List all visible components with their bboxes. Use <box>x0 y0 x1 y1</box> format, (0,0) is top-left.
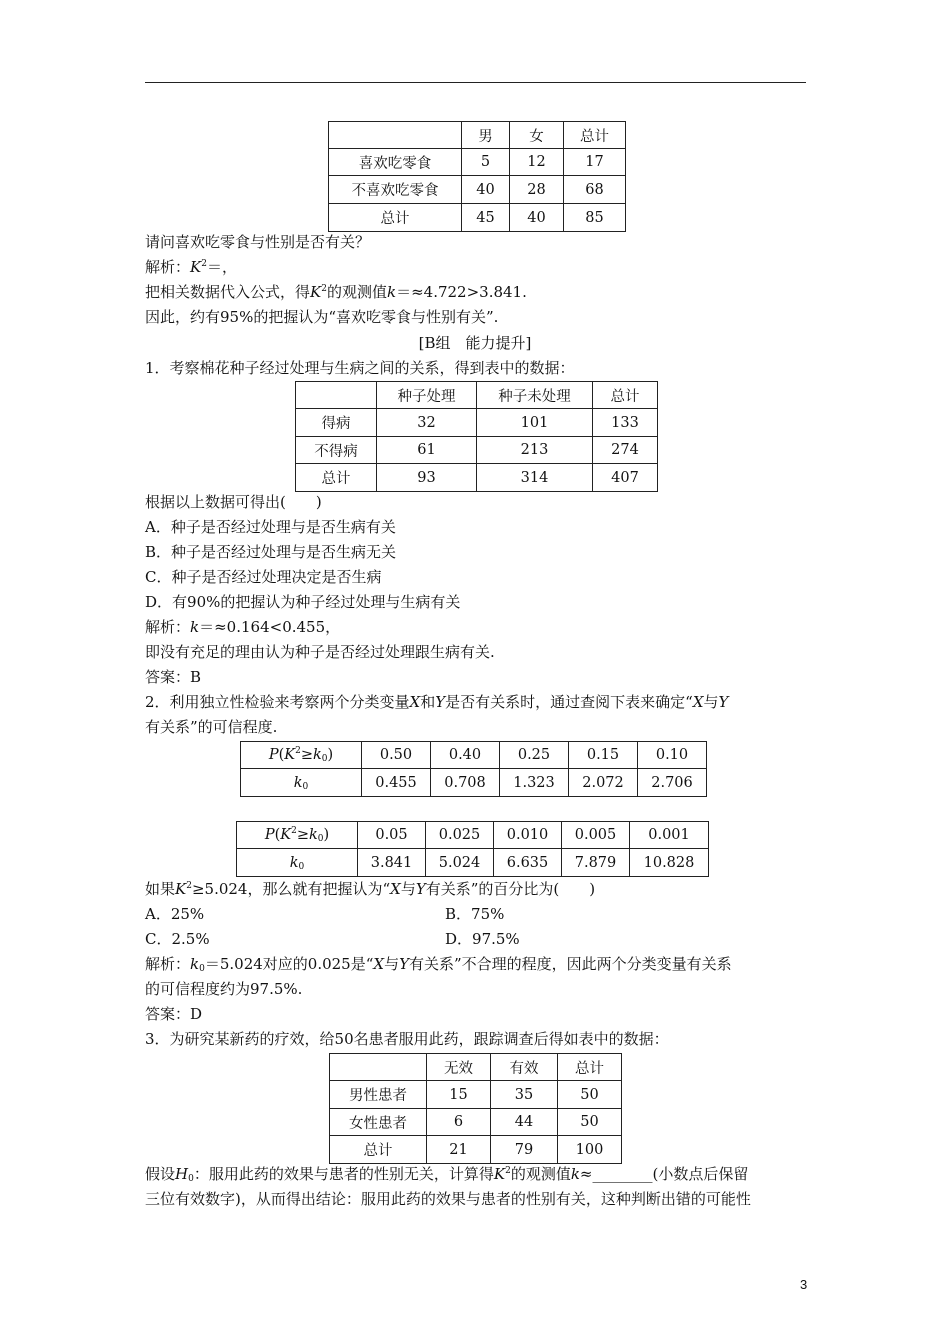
answer-line: 答案：D <box>145 1005 203 1023</box>
table-cell: 2.072 <box>569 769 638 797</box>
table-cell: 0.40 <box>431 742 500 769</box>
symbol-Y: Y <box>399 955 410 973</box>
critical-value-table-1 <box>240 741 707 797</box>
table-cell: 21 <box>427 1136 491 1164</box>
conclusion-line: 即没有充足的理由认为种子是否经过处理跟生病有关. <box>145 643 495 661</box>
symbol-K: K <box>310 283 322 301</box>
symbol-K: K <box>190 258 202 276</box>
table-cell: 35 <box>491 1081 558 1109</box>
symbol-P: P <box>268 747 279 763</box>
question-prompt: 根据以上数据可得出( ) <box>145 493 322 511</box>
table-cell: 0.708 <box>431 769 500 797</box>
table-cell: 总计 <box>296 464 377 492</box>
table-cell: 100 <box>558 1136 622 1164</box>
symbol-X: X <box>692 693 704 711</box>
superscript: 2 <box>291 826 297 836</box>
option-d: D．97.5% <box>445 930 520 948</box>
table-cell: 7.879 <box>562 849 630 877</box>
text-span: 的观测值 <box>326 283 387 301</box>
hypothesis-line-continued: 三位有效数字)，从而得出结论：服用此药的效果与患者的性别有关，这种判断出错的可能性 <box>145 1190 751 1208</box>
analysis-line <box>145 617 340 637</box>
table-cell: 总计 <box>330 1136 427 1164</box>
symbol-k: k <box>570 1165 580 1183</box>
header-cell: 女 <box>510 122 564 149</box>
table-header-row <box>329 122 626 149</box>
analysis-label: 解析： <box>145 258 191 276</box>
header-cell: 男 <box>462 122 510 149</box>
page-number: 3 <box>800 1277 808 1292</box>
table-cell: 0.10 <box>638 742 707 769</box>
symbol-k: k <box>308 827 318 843</box>
option-c: C．种子是否经过处理决定是否生病 <box>145 568 382 586</box>
table-cell: 61 <box>377 437 477 464</box>
header-cell <box>329 122 462 149</box>
text-span: 把相关数据代入公式，得 <box>145 283 311 301</box>
subscript: 0 <box>317 834 324 844</box>
text-span: 与 <box>703 693 719 711</box>
table-header-row <box>330 1054 622 1081</box>
table-row <box>330 1136 622 1164</box>
question-text: 请问喜欢吃零食与性别是否有关？ <box>145 233 371 251</box>
option-a: A．25% <box>145 905 205 923</box>
superscript: 2 <box>295 746 301 756</box>
row-label <box>237 849 358 877</box>
symbol-K: K <box>493 1165 506 1183</box>
table-row <box>330 1081 622 1109</box>
table-cell: 68 <box>564 176 626 204</box>
table-cell: 314 <box>477 464 593 492</box>
header-cell: 总计 <box>593 382 658 409</box>
table-cell: 0.001 <box>630 822 709 849</box>
section-heading: [B组 能力提升] <box>418 334 532 352</box>
symbol-K: K <box>280 827 292 843</box>
table-cell: 0.005 <box>562 822 630 849</box>
critical-value-table-2 <box>236 821 709 877</box>
text-span: 的观测值 <box>510 1165 571 1183</box>
text-span: 如果 <box>145 880 176 898</box>
table-cell: 0.25 <box>500 742 569 769</box>
table-cell: 28 <box>510 176 564 204</box>
table-cell: 总计 <box>329 204 462 232</box>
table-cell: 50 <box>558 1081 622 1109</box>
table-cell: 274 <box>593 437 658 464</box>
table-cell: 32 <box>377 409 477 437</box>
analysis-label: 解析： <box>145 618 191 636</box>
symbol-k: k <box>190 618 200 636</box>
text-span: ＝≈0.164<0.455， <box>199 618 341 636</box>
symbol-X: X <box>373 955 385 973</box>
table-header-row <box>296 382 658 409</box>
subscript: 0 <box>298 861 305 872</box>
symbol-X: X <box>390 880 401 898</box>
table-cell: 得病 <box>296 409 377 437</box>
analysis-line <box>145 257 237 277</box>
table-cell: 133 <box>593 409 658 437</box>
subscript: 0 <box>321 754 328 764</box>
snack-gender-table <box>328 121 626 232</box>
table-cell: 93 <box>377 464 477 492</box>
table-cell: 17 <box>564 149 626 176</box>
text-span: ≥5.024，那么就有把握认为“ <box>191 880 391 898</box>
table-cell: 50 <box>558 1109 622 1136</box>
question-stem: 1．考察棉花种子经过处理与生病之间的关系，得到表中的数据： <box>145 359 575 377</box>
table-row <box>241 742 707 769</box>
symbol-k: k <box>190 955 200 973</box>
symbol-k: k <box>386 283 397 301</box>
text-span: 有关系”的百分比为( ) <box>425 880 596 898</box>
formula-text: ＝， <box>206 258 237 276</box>
text-span: ＝≈4.722>3.841. <box>396 283 527 301</box>
table-cell: 1.323 <box>500 769 569 797</box>
header-cell: 种子未处理 <box>477 382 593 409</box>
table-cell: 85 <box>564 204 626 232</box>
text-span: 有关系”不合理的程度，因此两个分类变量有关系 <box>409 955 732 973</box>
table-cell: 6 <box>427 1109 491 1136</box>
table-cell: 2.706 <box>638 769 707 797</box>
conclusion-line: 因此，约有95%的把握认为“喜欢吃零食与性别有关”. <box>145 308 499 326</box>
table-row <box>329 204 626 232</box>
symbol-k: k <box>312 747 322 763</box>
symbol-Y: Y <box>718 693 729 711</box>
option-a: A．种子是否经过处理与是否生病有关 <box>145 518 396 536</box>
table-cell: 40 <box>510 204 564 232</box>
table-row <box>330 1109 622 1136</box>
table-cell: 12 <box>510 149 564 176</box>
superscript: 2 <box>201 259 207 269</box>
table-cell: 不得病 <box>296 437 377 464</box>
text-span: ＝5.024对应的0.025是“ <box>204 955 374 973</box>
header-cell: 总计 <box>564 122 626 149</box>
symbol-K: K <box>284 747 296 763</box>
subscript: 0 <box>199 964 205 974</box>
option-c: C．2.5% <box>145 930 210 948</box>
text-span: 与 <box>400 880 416 898</box>
table-cell: 10.828 <box>630 849 709 877</box>
table-cell: 15 <box>427 1081 491 1109</box>
table-row <box>237 849 709 877</box>
table-cell: 5.024 <box>426 849 494 877</box>
table-cell: 0.15 <box>569 742 638 769</box>
table-cell: 不喜欢吃零食 <box>329 176 462 204</box>
seed-disease-table <box>295 381 658 492</box>
symbol-P: P <box>264 827 275 843</box>
table-row <box>241 769 707 797</box>
table-cell: 6.635 <box>494 849 562 877</box>
header-rule <box>145 82 806 83</box>
table-cell: 407 <box>593 464 658 492</box>
table-cell: 0.010 <box>494 822 562 849</box>
hypothesis-line <box>145 1164 748 1184</box>
table-row <box>329 176 626 204</box>
subscript: 0 <box>188 1174 194 1184</box>
table-cell: 喜欢吃零食 <box>329 149 462 176</box>
option-b: B．种子是否经过处理与是否生病无关 <box>145 543 397 561</box>
table-cell: 0.025 <box>426 822 494 849</box>
symbol-k: k <box>293 774 303 791</box>
subscript: 0 <box>302 781 309 792</box>
table-row <box>296 409 658 437</box>
table-cell: 5 <box>462 149 510 176</box>
table-cell: 0.50 <box>362 742 431 769</box>
symbol-Y: Y <box>435 693 446 711</box>
answer-line: 答案：B <box>145 668 202 686</box>
analysis-line <box>145 954 732 974</box>
table-cell: 女性患者 <box>330 1109 427 1136</box>
text-span: ≥ <box>300 747 313 763</box>
option-d: D．有90%的把握认为种子经过处理与生病有关 <box>145 593 461 611</box>
question-stem-continued: 有关系”的可信程度. <box>145 718 278 736</box>
symbol-Y: Y <box>415 880 426 898</box>
header-cell: 总计 <box>558 1054 622 1081</box>
symbol-K: K <box>175 880 187 898</box>
table-cell: 44 <box>491 1109 558 1136</box>
table-row <box>329 149 626 176</box>
fill-blank-text: ≈________(小数点后保留 <box>579 1165 749 1183</box>
text-span: 与 <box>384 955 400 973</box>
header-cell: 有效 <box>491 1054 558 1081</box>
text-span: 假设 <box>145 1165 176 1183</box>
table-cell: 213 <box>477 437 593 464</box>
table-cell: 45 <box>462 204 510 232</box>
question-prompt <box>145 879 595 899</box>
symbol-k: k <box>289 854 299 871</box>
table-row <box>296 464 658 492</box>
drug-efficacy-table <box>329 1053 622 1164</box>
table-cell: 0.05 <box>358 822 426 849</box>
table-cell: 0.455 <box>362 769 431 797</box>
superscript: 2 <box>505 1166 511 1176</box>
row-label <box>241 769 362 797</box>
symbol-H: H <box>175 1165 189 1183</box>
table-cell: 40 <box>462 176 510 204</box>
question-stem <box>145 692 728 712</box>
table-row <box>296 437 658 464</box>
analysis-line <box>145 282 527 302</box>
row-label: $P(K^2\ge k_0)$ <box>237 822 358 849</box>
analysis-line-continued: 的可信程度约为97.5%. <box>145 980 303 998</box>
table-row <box>237 822 709 849</box>
table-cell: 101 <box>477 409 593 437</box>
row-label: $P(K^2\ge k_0)$ <box>241 742 362 769</box>
header-cell: 种子处理 <box>377 382 477 409</box>
header-cell <box>330 1054 427 1081</box>
analysis-label: 解析： <box>145 955 191 973</box>
table-cell: 79 <box>491 1136 558 1164</box>
symbol-X: X <box>409 693 421 711</box>
table-cell: 男性患者 <box>330 1081 427 1109</box>
header-cell: 无效 <box>427 1054 491 1081</box>
text-span: 是否有关系时，通过查阅下表来确定“ <box>445 693 693 711</box>
superscript: 2 <box>321 284 327 294</box>
text-span: ≥ <box>296 827 309 843</box>
superscript: 2 <box>186 881 192 891</box>
table-cell: 3.841 <box>358 849 426 877</box>
text-span: 2．利用独立性检验来考察两个分类变量 <box>145 693 410 711</box>
option-b: B．75% <box>445 905 505 923</box>
header-cell <box>296 382 377 409</box>
question-stem: 3．为研究某新药的疗效，给50名患者服用此药，跟踪调查后得如表中的数据： <box>145 1030 669 1048</box>
text-span: 和 <box>420 693 436 711</box>
text-span: ：服用此药的效果与患者的性别无关，计算得 <box>193 1165 494 1183</box>
